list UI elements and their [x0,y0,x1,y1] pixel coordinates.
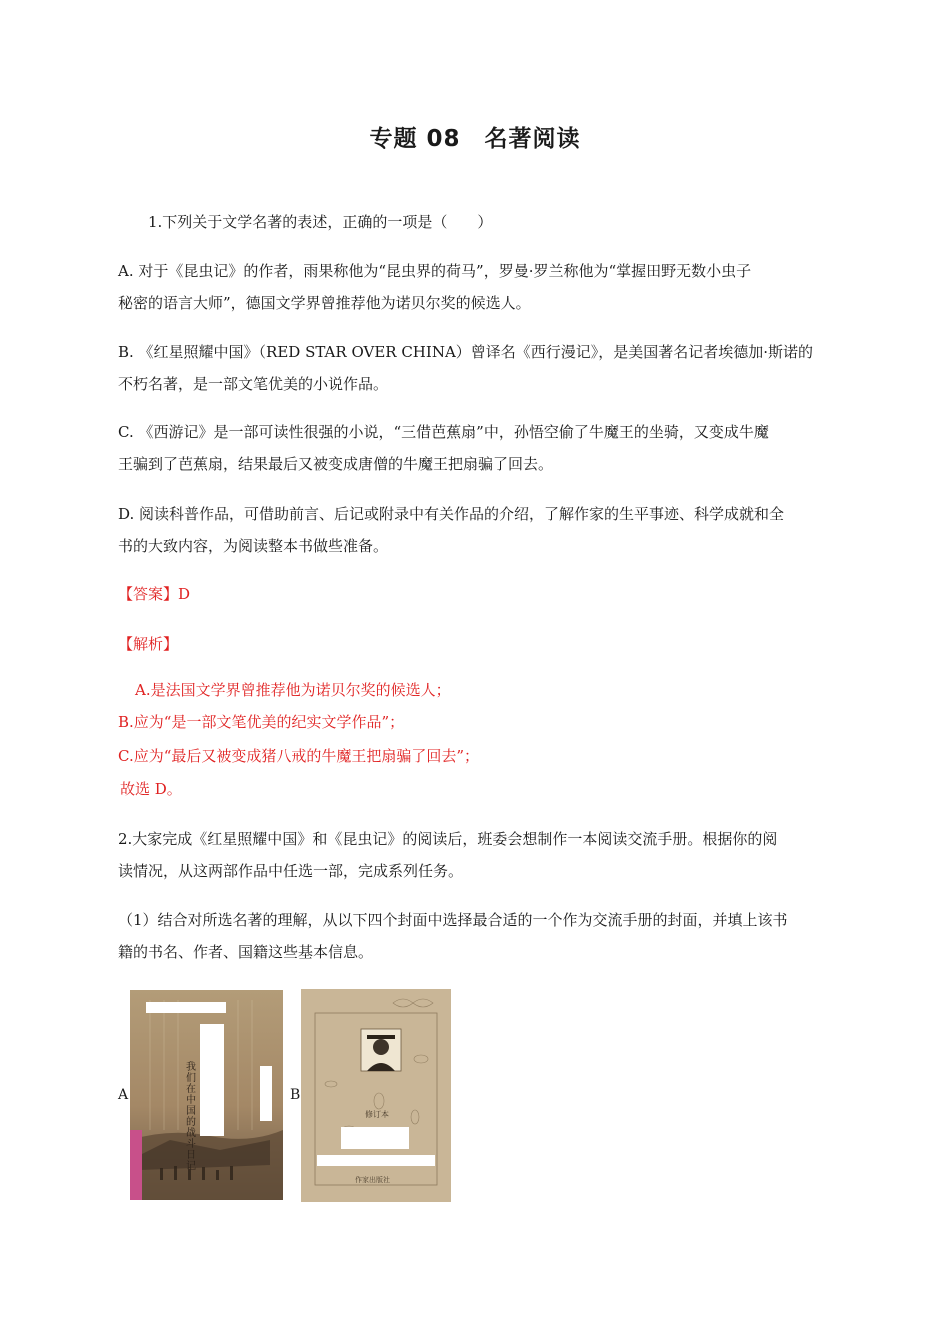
q2-stem-line1: 2.大家完成《红星照耀中国》和《昆虫记》的阅读后，班委会想制作一本阅读交流手册。根据你的阅 [118,830,778,848]
cover-a-label: A [118,1087,129,1103]
answer-tag: 【答案】 [118,585,179,603]
q2-sub1-line2: 籍的书名、作者、国籍这些基本信息。 [118,943,374,961]
q2-stem-line2: 读情况，从这两部作品中任选一部，完成系列任务。 [118,862,464,880]
analysis-line: B.应为“是一部文笔优美的纪实文学作品”； [118,713,405,731]
cover-b-publisher: 作家出版社 [355,1176,390,1184]
q1-option-b-line2: 不朽名著，是一部文笔优美的小说作品。 [118,375,389,393]
redaction-block [317,1155,435,1166]
redaction-block [260,1066,272,1121]
cover-b-label: B [290,1087,301,1103]
q1-option-a-line1: A. 对于《昆虫记》的作者，雨果称他为“昆虫界的荷马”，罗曼·罗兰称他为“掌握田野无数小虫子 [118,262,752,280]
q1-option-d-line2: 书的大致内容，为阅读整本书做些准备。 [118,537,389,555]
redaction-block [200,1024,224,1136]
answer-value: D [178,585,191,603]
q1-option-a-line2: 秘密的语言大师”，德国文学界曾推荐他为诺贝尔奖的候选人。 [118,294,531,312]
cover-a-image [130,990,283,1200]
cover-b-image [301,989,451,1202]
q1-option-d-line1: D. 阅读科普作品，可借助前言、后记或附录中有关作品的介绍，了解作家的生平事迹、科学成就和全 [118,505,785,523]
page-title: 专题 08 名著阅读 [369,126,581,152]
q1-option-c-line2: 王骗到了芭蕉扇，结果最后又被变成唐僧的牛魔王把扇骗了回去。 [118,455,554,473]
analysis-line: 故选 D。 [120,780,182,798]
q1-option-c-line1: C. 《西游记》是一部可读性很强的小说，“三借芭蕉扇”中，孙悟空偷了牛魔王的坐骑，又变成牛魔 [118,423,769,441]
answer-line [118,578,190,610]
redaction-block [341,1127,409,1149]
cover-b-illustration [301,989,451,1202]
cover-a-spine-text: 我们在中国的战斗日记 [186,1062,196,1172]
cover-b-subtitle: 修订本 [365,1110,389,1119]
analysis-tag: 【解析】 [118,635,179,653]
q2-sub1-line1: （1）结合对所选名著的理解，从以下四个封面中选择最合适的一个作为交流手册的封面，并填上该书 [118,911,788,929]
analysis-line: C.应为“最后又被变成猪八戒的牛魔王把扇骗了回去”； [118,747,480,765]
q1-option-b-line1: B. 《红星照耀中国》（RED STAR OVER CHINA）曾译名《西行漫记》，是美国著名记者埃德加·斯诺的 [118,343,814,361]
analysis-line: A.是法国文学界曾推荐他为诺贝尔奖的候选人； [135,681,451,699]
redaction-block [146,1002,226,1013]
q1-stem: 1.下列关于文学名著的表述，正确的一项是（ ） [148,213,493,231]
